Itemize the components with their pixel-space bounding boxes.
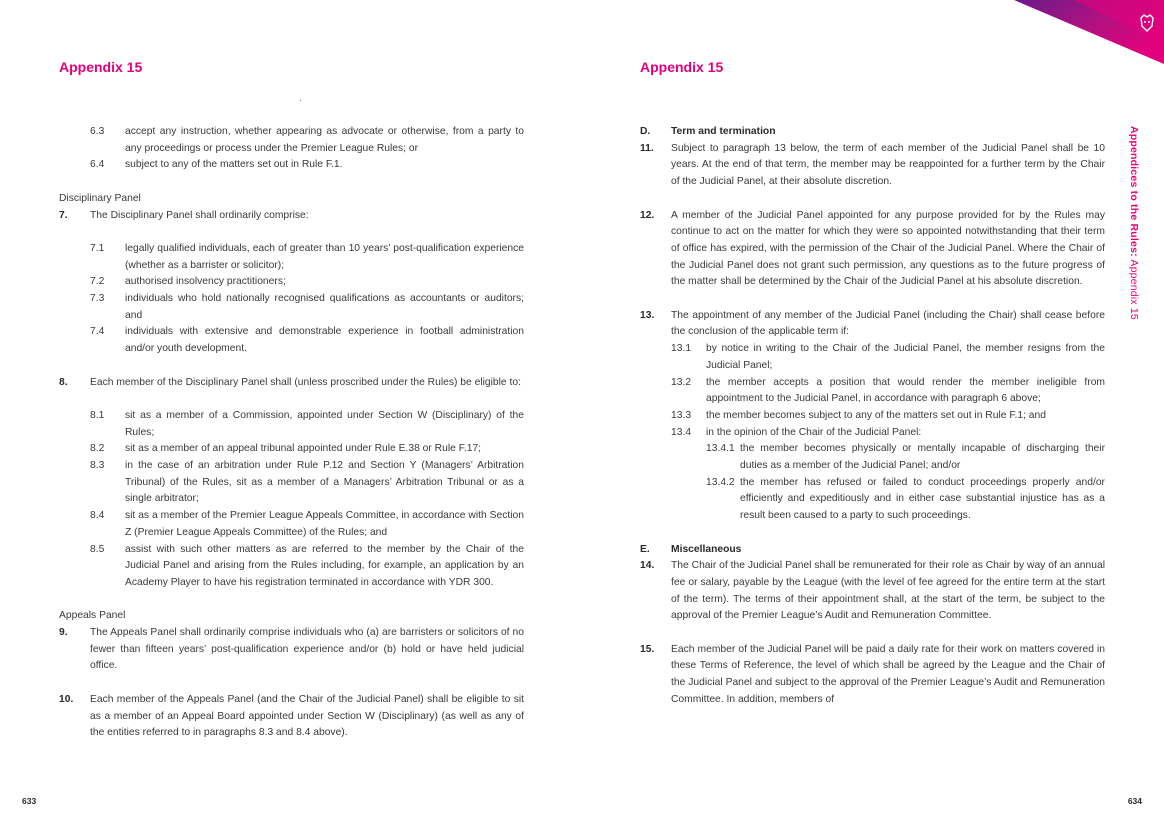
clause-number: D. (640, 126, 651, 137)
page-heading: Appendix 15 (59, 59, 143, 75)
clause-text: Each member of the Judicial Panel will be paid a daily rate for their work on matters covered in these Terms of Reference, the level of which shall be agreed by the League and the Chair of the Judicial Panel and subject to the approval of the Premier League’s Audit and Remuneration Committee. In addition, members of (671, 643, 1105, 705)
sub-clause (671, 425, 1105, 442)
clause-text: Each member of the Disciplinary Panel shall (unless proscribed under the Rules) be eligible to: (90, 376, 521, 388)
clause-text: sit as a member of a Commission, appointed under Section W (Disciplinary) of the Rules; (125, 409, 524, 438)
clause-text: individuals with extensive and demonstrable experience in football administration and/or youth development. (125, 326, 524, 355)
spacer (640, 525, 1105, 542)
sub-clause (90, 441, 524, 458)
clause-text: accept any instruction, whether appearing as advocate or otherwise, from a party to any proceedings or process under the Premier League Rules; or (125, 126, 524, 154)
clause-number: 7.1 (90, 242, 105, 254)
clause-number: 15. (640, 643, 655, 655)
spacer (640, 191, 1105, 208)
sub-clause (90, 458, 524, 508)
clause-text: by notice in writing to the Chair of the Judicial Panel, the member resigns from the Judicial Panel; (706, 343, 1105, 371)
sub-clause (671, 408, 1105, 425)
clause-text: in the opinion of the Chair of the Judicial Panel: (706, 426, 922, 438)
clause-number: 8.2 (90, 443, 105, 455)
side-tab (1128, 126, 1140, 320)
clause-number: 7.3 (90, 293, 105, 304)
sub-clause (90, 542, 524, 592)
clause-number: 7. (59, 209, 68, 221)
paragraph (640, 141, 1105, 191)
clause-number: 7.2 (90, 276, 105, 288)
sub-clause (90, 291, 524, 324)
page-number: 634 (1127, 796, 1142, 806)
left-body (59, 124, 524, 742)
paragraph (640, 558, 1105, 625)
clause-number: E. (640, 543, 650, 555)
clause-number: 12. (640, 209, 655, 221)
clause-text: The Chair of the Judicial Panel shall be remunerated for their role as Chair by way of an annual fee or salary, payable by the League (with the level of fee agreed for the entire term at the start of the term). The terms of their appointment shall, at the start of the term, be subject to the approval of the Premier League’s Audit and Remuneration Committee. (671, 560, 1105, 622)
clause-number: 8.3 (90, 460, 105, 471)
spacer (59, 224, 524, 241)
side-tab-normal: Appendix 15 (1128, 256, 1140, 320)
right-page (582, 0, 1164, 825)
section-heading (640, 542, 1105, 559)
clause-number: 8. (59, 376, 68, 388)
sub-clause (90, 124, 524, 157)
clause-number: 8.1 (90, 409, 105, 421)
spacer (59, 675, 524, 692)
section-label: Appeals Panel (59, 610, 126, 622)
clause-number: 7.4 (90, 326, 105, 338)
clause-number: 13.1 (671, 343, 692, 355)
spacer (640, 291, 1105, 308)
sub-clause (671, 341, 1105, 374)
section-label: Disciplinary Panel (59, 192, 141, 204)
clause-number: 13.4.2 (706, 476, 735, 488)
clause-number: 6.4 (90, 159, 105, 171)
clause-text: the member becomes subject to any of the matters set out in Rule F.1; and (706, 409, 1046, 421)
sub-clause (90, 241, 524, 274)
sub-clause (90, 274, 524, 291)
clause-number: 13.4.1 (706, 443, 735, 455)
paragraph (59, 692, 524, 742)
clause-text: individuals who hold nationally recognised qualifications as accountants or auditors; and (125, 293, 524, 321)
clause-number: 13.2 (671, 376, 692, 388)
paragraph (640, 208, 1105, 292)
sub-sub-clause (706, 475, 1105, 525)
clause-text: Term and termination (671, 126, 776, 137)
spacer (59, 592, 524, 609)
clause-text: the member has refused or failed to conduct proceedings properly and/or efficiently and expeditiously and in either case substantial injustice has as a result been caused to a party to such proceedings. (740, 476, 1105, 522)
paragraph (59, 625, 524, 675)
corner-banner (1014, 0, 1164, 72)
clause-number: 6.3 (90, 126, 105, 137)
sub-clause (671, 375, 1105, 408)
clause-text: sit as a member of the Premier League Appeals Committee, in accordance with Section Z (Premier League Appeals Committee) of the Rules; and (125, 510, 524, 538)
clause-text: legally qualified individuals, each of greater than 10 years’ post-qualification experience (whether as a barrister or solicitor); (125, 242, 524, 271)
clause-number: 14. (640, 560, 655, 572)
clause-text: assist with such other matters as are referred to the member by the Chair of the Judicial Panel and arising from the Rules including, for example, an application by an Academy Player to have his registration terminated in accordance with YDR 300. (125, 543, 524, 588)
clause-number: 13.4 (671, 426, 692, 438)
paragraph (640, 642, 1105, 709)
sub-clause (90, 324, 524, 357)
clause-text: Each member of the Appeals Panel (and the Chair of the Judicial Panel) shall be eligible to sit as a member of an Appeal Board appointed under Section W (Disciplinary) (as well as any of the entities referred to in paragraphs 8.3 and 8.4 above). (90, 693, 524, 739)
clause-text: The appointment of any member of the Judicial Panel (including the Chair) shall cease before the conclusion of the applicable term if: (671, 309, 1105, 338)
spacer (59, 391, 524, 408)
sub-clause (90, 408, 524, 441)
clause-text: Subject to paragraph 13 below, the term of each member of the Judicial Panel shall be 10 years. At the end of that term, the member may be reappointed for a further term by the Chair of the Judicial Panel, at their absolute discretion. (671, 142, 1105, 188)
spacer (640, 625, 1105, 642)
clause-text: in the case of an arbitration under Rule P.12 and Section Y (Managers’ Arbitration Tribunal) of the Rules, sit as a member of a Managers’ Arbitration Tribunal or as a single arbitrator; (125, 460, 524, 505)
side-tab-bold: Appendices to the Rules: (1128, 126, 1140, 257)
clause-text: Miscellaneous (671, 543, 742, 555)
sub-clause (90, 157, 524, 174)
stray-dot (300, 100, 301, 101)
clause-number: 13.3 (671, 409, 692, 421)
sub-sub-clause (706, 441, 1105, 474)
section-heading (640, 124, 1105, 141)
paragraph (640, 308, 1105, 341)
clause-text: authorised insolvency practitioners; (125, 276, 286, 288)
spacer (59, 174, 524, 191)
sub-clause (90, 508, 524, 541)
clause-text: sit as a member of an appeal tribunal appointed under Rule E.38 or Rule F.17; (125, 443, 482, 455)
clause-number: 8.4 (90, 510, 105, 522)
clause-text: The Disciplinary Panel shall ordinarily comprise: (90, 209, 309, 221)
paragraph (59, 208, 524, 225)
clause-number: 11. (640, 142, 654, 154)
paragraph (59, 375, 524, 392)
clause-number: 10. (59, 693, 74, 705)
clause-number: 13. (640, 309, 655, 321)
clause-text: the member becomes physically or mentally incapable of discharging their duties as a member of the Judicial Panel; and/or (740, 443, 1105, 472)
clause-number: 9. (59, 627, 68, 639)
page-heading: Appendix 15 (640, 59, 724, 75)
spacer (59, 358, 524, 375)
clause-text: the member accepts a position that would render the member ineligible from appointment to the Judicial Panel, in accordance with paragraph 6 above; (706, 376, 1105, 405)
page-number: 633 (22, 796, 37, 806)
clause-text: The Appeals Panel shall ordinarily comprise individuals who (a) are barristers or solicitors of no fewer than fifteen years’ post-qualification experience and/or (b) hold or have held judicial office. (90, 627, 524, 672)
clause-number: 8.5 (90, 543, 105, 555)
right-body (640, 124, 1105, 709)
clause-text: A member of the Judicial Panel appointed for any purpose provided for by the Rules may continue to act on the matter for which they were so appointed notwithstanding that their term of office has expired, with the permission of the Chair of the Judicial Panel. Where the Chair of the Judicial Panel does not grant such permission, any questions as to the future progress of the matter shall be determined by the Chair of the Judicial Panel at his absolute discretion. (671, 209, 1105, 288)
clause-text: subject to any of the matters set out in Rule F.1. (125, 159, 343, 171)
